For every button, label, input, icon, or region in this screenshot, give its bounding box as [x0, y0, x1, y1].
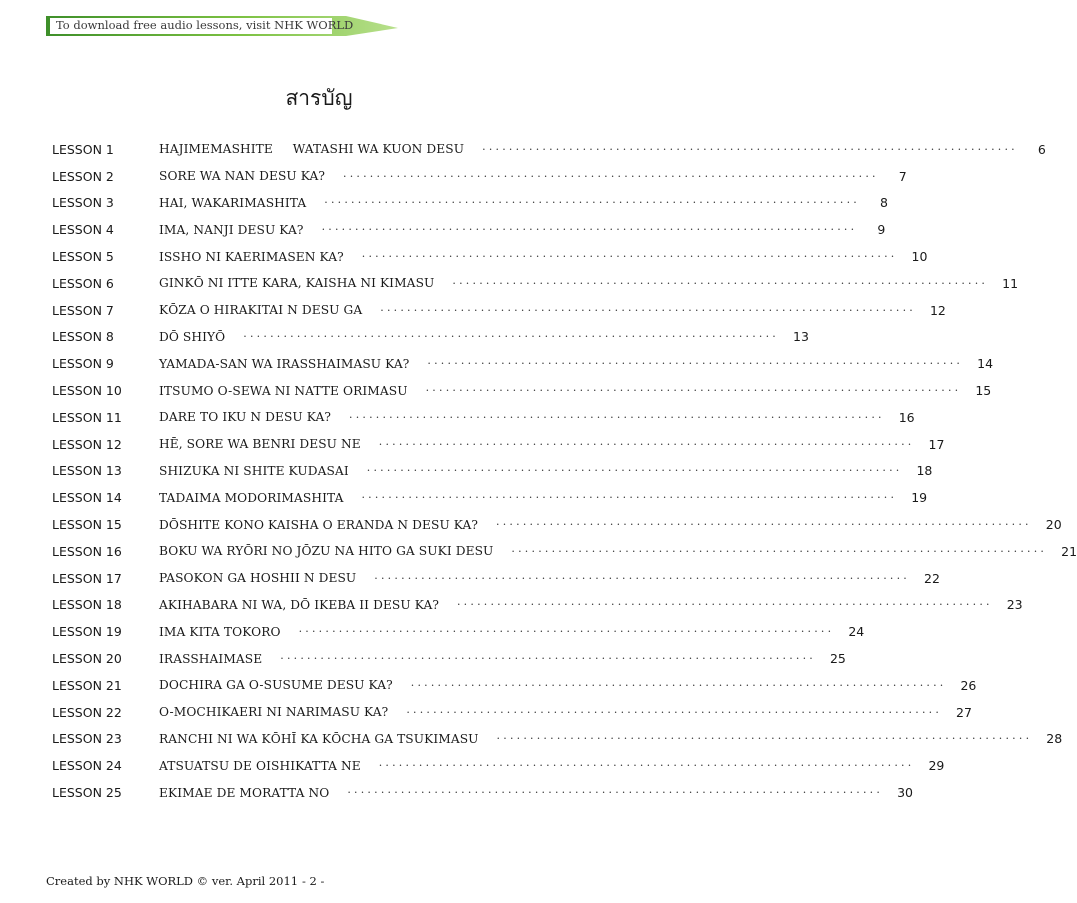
toc-row[interactable] [52, 618, 865, 645]
lesson-number: LESSON 11 [52, 409, 122, 425]
lesson-number: LESSON 13 [52, 463, 122, 479]
page-number: 22 [924, 570, 940, 586]
lesson-title: ATSUATSU DE OISHIKATTA NE [159, 758, 361, 773]
page-number: 8 [880, 195, 888, 211]
lesson-number: LESSON 12 [52, 436, 122, 452]
lesson-number: LESSON 25 [52, 785, 122, 801]
lesson-number: LESSON 5 [52, 249, 114, 265]
lesson-title: HAI, WAKARIMASHITA [159, 195, 307, 210]
page-number: 12 [929, 302, 946, 318]
lesson-title: ISSHO NI KAERIMASEN KA? [159, 249, 344, 264]
lesson-title: EKIMAE DE MORATTA NO [159, 785, 330, 800]
toc-row[interactable] [52, 565, 940, 592]
lesson-number: LESSON 16 [52, 543, 122, 559]
lesson-title: ITSUMO O-SEWA NI NATTE ORIMASU [159, 383, 408, 398]
dot-leader: ················································································ [496, 518, 1032, 532]
toc-row[interactable] [52, 672, 977, 699]
lesson-title: HAJIMEMASHITE WATASHI WA KUON DESU [159, 142, 465, 157]
dot-leader: ················································································ [427, 357, 964, 371]
lesson-number: LESSON 4 [52, 222, 114, 238]
toc-row[interactable] [52, 404, 915, 431]
page-number: 13 [793, 329, 809, 345]
page-number: 16 [898, 409, 915, 425]
page-number: 18 [916, 463, 933, 479]
dot-leader: ················································································ [452, 276, 989, 290]
dot-leader: ················································································ [378, 437, 915, 451]
page-number: 9 [877, 222, 886, 238]
lesson-title: YAMADA-SAN WA IRASSHAIMASU KA? [159, 356, 410, 371]
page-number: 7 [898, 168, 907, 184]
lesson-title: DŌSHITE KONO KAISHA O ERANDA N DESU KA? [159, 517, 479, 532]
page-number: 14 [977, 356, 994, 372]
page-number: 17 [928, 436, 945, 452]
lesson-number: LESSON 15 [52, 517, 122, 533]
toc-row[interactable] [52, 216, 886, 243]
lesson-number: LESSON 20 [52, 651, 122, 667]
page-number: 10 [911, 249, 928, 265]
dot-leader: ················································································ [374, 571, 911, 585]
lesson-title: SHIZUKA NI SHITE KUDASAI [159, 463, 349, 478]
lesson-title: DARE TO IKU N DESU KA? [159, 410, 331, 425]
toc-row[interactable] [52, 511, 1062, 538]
page-number: 24 [848, 624, 865, 640]
page-number: 25 [829, 651, 846, 667]
toc-row[interactable] [52, 538, 1077, 565]
toc-row[interactable] [52, 431, 945, 458]
page-number: 21 [1061, 543, 1077, 559]
dot-leader: ················································································ [410, 678, 947, 692]
lesson-title: BOKU WA RYŌRI NO JŌZU NA HITO GA SUKI DESU [159, 544, 494, 559]
dot-leader: ················································································ [496, 732, 1033, 746]
page-number: 15 [975, 383, 992, 399]
page-number: 23 [1006, 597, 1023, 613]
lesson-number: LESSON 18 [52, 597, 122, 613]
page-number: 19 [911, 490, 928, 506]
page-number: 28 [1046, 731, 1063, 747]
lesson-number: LESSON 3 [52, 195, 114, 211]
dot-leader: ················································································ [366, 464, 903, 478]
dot-leader: ················································································ [378, 759, 915, 773]
lesson-title: TADAIMA MODORIMASHITA [159, 490, 344, 505]
dot-leader: ················································································ [324, 196, 860, 210]
lesson-title: GINKŌ NI ITTE KARA, KAISHA NI KIMASU [159, 276, 435, 291]
lesson-number: LESSON 8 [52, 329, 114, 345]
dot-leader: ················································································ [406, 705, 943, 719]
page-number: 26 [960, 677, 977, 693]
dot-leader: ················································································ [482, 142, 1018, 156]
toc-row[interactable] [52, 324, 809, 351]
lesson-number: LESSON 23 [52, 731, 122, 747]
page-number: 30 [897, 785, 913, 801]
lesson-title: DŌ SHIYŌ [159, 329, 226, 344]
dot-leader: ················································································ [280, 652, 816, 666]
dot-leader: ················································································ [511, 544, 1048, 558]
toc-row[interactable] [52, 592, 1023, 619]
lesson-title: SORE WA NAN DESU KA? [159, 169, 325, 184]
lesson-title: IMA, NANJI DESU KA? [159, 222, 304, 237]
lesson-number: LESSON 9 [52, 356, 114, 372]
toc-row[interactable] [52, 752, 945, 779]
toc-row[interactable] [52, 779, 913, 806]
toc-row[interactable] [52, 297, 946, 324]
dot-leader: ················································································ [349, 410, 885, 424]
toc-row[interactable] [52, 699, 972, 726]
toc-row[interactable] [52, 726, 1063, 753]
toc-row[interactable] [52, 190, 888, 217]
toc-row[interactable] [52, 645, 846, 672]
lesson-number: LESSON 2 [52, 168, 114, 184]
dot-leader: ················································································ [243, 330, 780, 344]
header-banner [46, 14, 398, 38]
dot-leader: ················································································ [361, 250, 898, 264]
lesson-number: LESSON 24 [52, 758, 122, 774]
toc-row[interactable] [52, 350, 994, 377]
page-number: 6 [1037, 141, 1046, 157]
lesson-title: RANCHI NI WA KŌHĪ KA KŌCHA GA TSUKIMASU [159, 731, 479, 746]
toc-row[interactable] [52, 377, 992, 404]
lesson-number: LESSON 17 [52, 570, 122, 586]
lesson-number: LESSON 22 [52, 704, 122, 720]
lesson-title: AKIHABARA NI WA, DŌ IKEBA II DESU KA? [159, 597, 439, 612]
lesson-number: LESSON 7 [52, 302, 114, 318]
lesson-number: LESSON 14 [52, 490, 122, 506]
lesson-title: IRASSHAIMASE [159, 651, 263, 666]
lesson-title: DOCHIRA GA O-SUSUME DESU KA? [159, 678, 393, 693]
dot-leader: ················································································ [456, 598, 993, 612]
dot-leader: ················································································ [380, 303, 916, 317]
toc-row[interactable] [52, 163, 907, 190]
toc-row[interactable] [52, 136, 1046, 163]
page-number: 27 [956, 704, 972, 720]
lesson-title: PASOKON GA HOSHII N DESU [159, 571, 357, 586]
page-number: 11 [1002, 275, 1019, 291]
page-title: สารบัญ [285, 86, 353, 110]
lesson-title: O-MOCHIKAERI NI NARIMASU KA? [159, 705, 389, 720]
lesson-number: LESSON 1 [52, 141, 114, 157]
dot-leader: ················································································ [347, 786, 884, 800]
lesson-title: HĒ, SORE WA BENRI DESU NE [159, 437, 361, 452]
toc-row[interactable] [52, 484, 928, 511]
toc-row[interactable] [52, 243, 928, 270]
dot-leader: ················································································ [321, 223, 858, 237]
footer-credit: Created by NHK WORLD © ver. April 2011 [46, 874, 299, 888]
dot-leader: ················································································ [298, 625, 835, 639]
lesson-number: LESSON 10 [52, 383, 122, 399]
lesson-number: LESSON 21 [52, 677, 122, 693]
banner-text[interactable]: To download free audio lessons, visit NHK WORLD [56, 18, 354, 32]
lesson-title: KŌZA O HIRAKITAI N DESU GA [159, 303, 363, 318]
toc-row[interactable] [52, 270, 1019, 297]
toc-row[interactable] [52, 458, 933, 485]
page-number: 20 [1045, 517, 1062, 533]
dot-leader: ················································································ [425, 384, 962, 398]
dot-leader: ················································································ [343, 169, 879, 183]
table-of-contents [52, 136, 1077, 806]
lesson-number: LESSON 19 [52, 624, 122, 640]
lesson-number: LESSON 6 [52, 275, 114, 291]
page-number: 29 [928, 758, 945, 774]
dot-leader: ················································································ [361, 491, 898, 505]
footer-page-number: - 2 - [302, 874, 325, 888]
lesson-title: IMA KITA TOKORO [159, 624, 281, 639]
